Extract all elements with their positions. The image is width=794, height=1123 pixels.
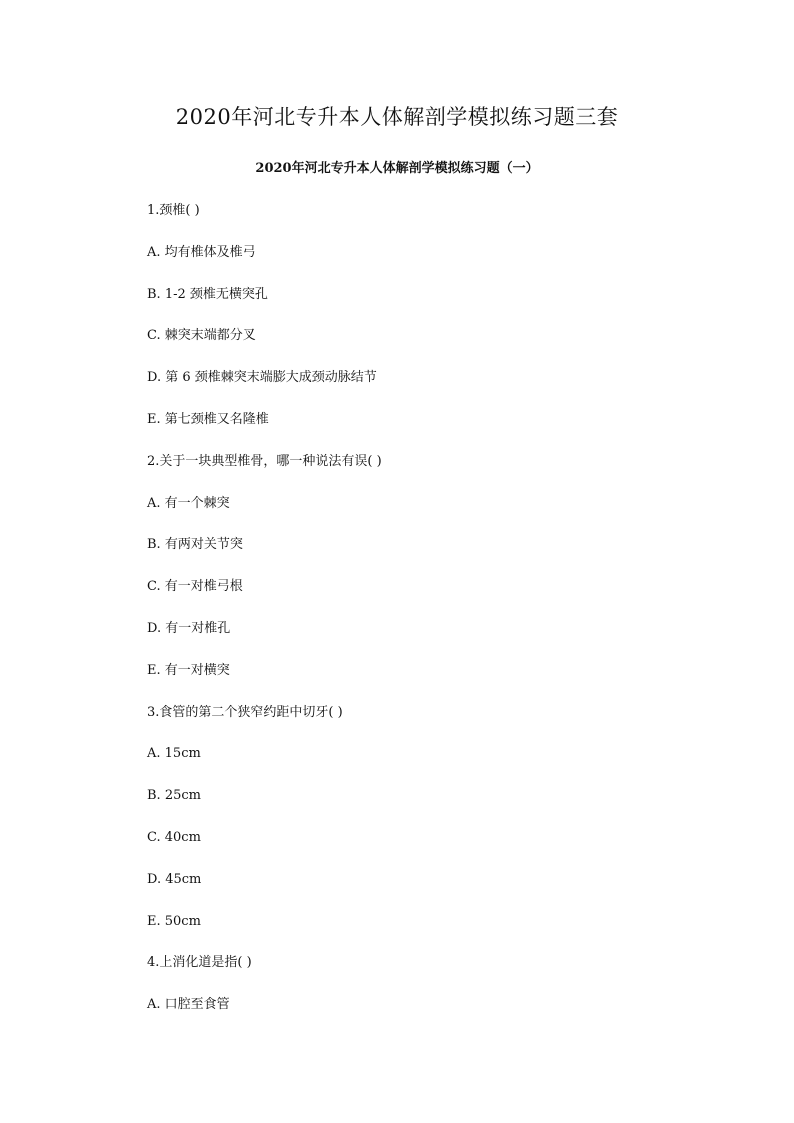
question-2-option-a: A. 有一个棘突 xyxy=(147,495,230,511)
question-1-stem: 1.颈椎( ) xyxy=(147,203,200,218)
question-1-option-b: B. 1-2 颈椎无横突孔 xyxy=(147,286,268,302)
question-2-option-c: C. 有一对椎弓根 xyxy=(147,579,243,595)
question-list xyxy=(147,201,747,1037)
question-3-option-c: C. 40cm xyxy=(147,829,201,845)
question-1-option-e: E. 第七颈椎又名隆椎 xyxy=(147,411,269,427)
question-3-option-e: E. 50cm xyxy=(147,913,201,929)
question-1-option-c: C. 棘突末端都分叉 xyxy=(147,328,256,344)
question-1-option-a: A. 均有椎体及椎弓 xyxy=(147,244,256,260)
question-1-option-d: D. 第 6 颈椎棘突末端膨大成颈动脉结节 xyxy=(147,370,377,386)
question-3-option-a: A. 15cm xyxy=(147,746,201,762)
question-2-option-e: E. 有一对横突 xyxy=(147,662,230,678)
question-2-stem: 2.关于一块典型椎骨，哪一种说法有误( ) xyxy=(147,453,382,469)
question-2-option-b: B. 有两对关节突 xyxy=(147,537,243,553)
question-4-option-a: A. 口腔至食管 xyxy=(147,997,230,1013)
question-3-stem: 3.食管的第二个狭窄约距中切牙( ) xyxy=(147,704,343,720)
question-3-option-d: D. 45cm xyxy=(147,871,202,887)
document-title: 2020年河北专升本人体解剖学模拟练习题三套 xyxy=(175,105,619,129)
document-subtitle: 2020年河北专升本人体解剖学模拟练习题（一） xyxy=(255,161,539,176)
question-4-stem: 4.上消化道是指( ) xyxy=(147,955,252,971)
question-3-option-b: B. 25cm xyxy=(147,788,201,804)
question-2-option-d: D. 有一对椎孔 xyxy=(147,620,231,636)
